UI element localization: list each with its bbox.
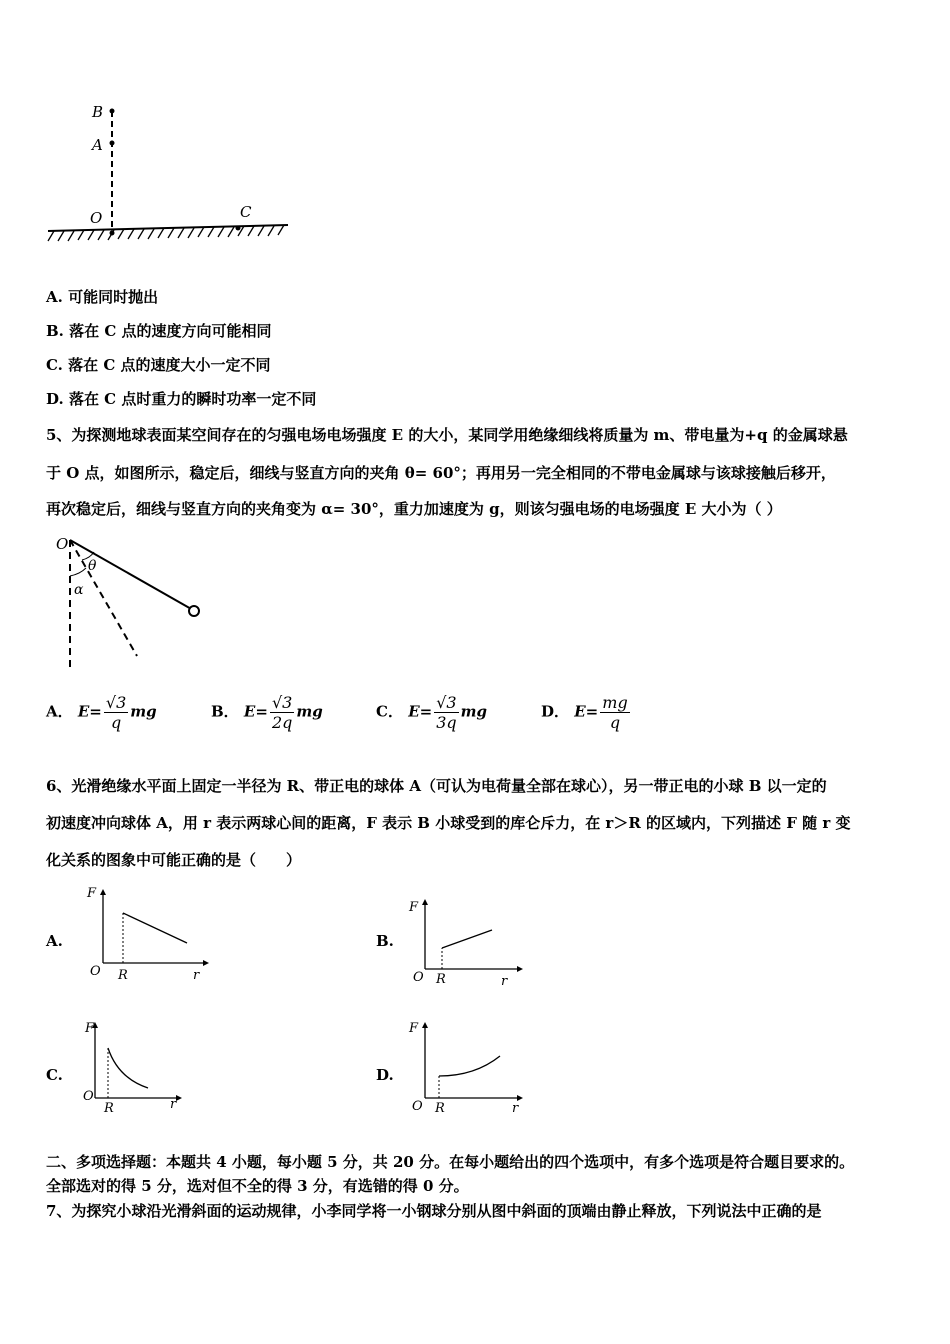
q5-line-1: 5、为探测地球表面某空间存在的匀强电场电场强度 E 的大小，某同学用绝缘细线将质量为 m、带电量为+q 的金属球悬 xyxy=(46,426,848,444)
label-O: O xyxy=(90,209,103,227)
graph-d-letter: D. xyxy=(376,1066,394,1084)
graph-b-r: r xyxy=(501,974,508,989)
graph-c-O: O xyxy=(83,1089,94,1104)
graph-c-F: F xyxy=(85,1021,95,1036)
label-alpha: α xyxy=(74,582,84,598)
graph-d xyxy=(405,1018,530,1118)
label-O-pivot: O xyxy=(56,535,69,553)
graph-b-O: O xyxy=(413,970,424,985)
label-A: A xyxy=(92,136,103,154)
graph-a-letter: A. xyxy=(46,932,63,950)
graph-d-r: r xyxy=(512,1101,519,1116)
q4-option-a: A. 可能同时抛出 xyxy=(46,288,159,306)
graph-a-r: r xyxy=(193,968,200,983)
q4-option-b: B. 落在 C 点的速度方向可能相同 xyxy=(46,322,272,340)
graph-a-O: O xyxy=(90,964,101,979)
section2-line-1: 二、多项选择题：本题共 4 小题，每小题 5 分，共 20 分。在每小题给出的四个选项中，有多个选项是符合题目要求的。 xyxy=(46,1153,855,1171)
graph-b-R: R xyxy=(436,972,446,987)
label-theta: θ xyxy=(88,558,97,574)
q5-option-d: D． E= $\frac{mg}{q}$ xyxy=(541,693,628,732)
graph-b xyxy=(405,895,530,990)
q5-option-a: A． E= $\frac{√3}{q}$ mg xyxy=(46,693,157,732)
section2-line-2: 全部选对的得 5 分，选对但不全的得 3 分，有选错的得 0 分。 xyxy=(46,1177,469,1195)
graph-b-letter: B. xyxy=(376,932,394,950)
q5-line-2: 于 O 点，如图所示，稳定后，细线与竖直方向的夹角 θ= 60°；再用另一完全相同的不带电金属球与该球接触后移开， xyxy=(46,464,836,482)
graph-c-R: R xyxy=(104,1101,114,1116)
q4-option-d: D. 落在 C 点时重力的瞬时功率一定不同 xyxy=(46,390,317,408)
figure-pendulum xyxy=(50,532,220,672)
graph-a-R: R xyxy=(118,968,128,983)
q6-line-3: 化关系的图象中可能正确的是（ ） xyxy=(46,851,302,869)
q4-option-c: C. 落在 C 点的速度大小一定不同 xyxy=(46,356,271,374)
q6-line-1: 6、光滑绝缘水平面上固定一半径为 R、带正电的球体 A（可认为电荷量全部在球心），另一带正电的小球 B 以一定的 xyxy=(46,777,827,795)
graph-b-F: F xyxy=(409,900,419,915)
graph-c xyxy=(80,1018,190,1118)
graph-c-r: r xyxy=(170,1097,177,1112)
q5-line-3: 再次稳定后，细线与竖直方向的夹角变为 α= 30°，重力加速度为 g，则该匀强电场的电场强度 E 大小为（ ） xyxy=(46,500,782,518)
graph-d-O: O xyxy=(412,1099,423,1114)
q5-option-c: C． E= $\frac{√3}{3q}$ mg xyxy=(376,693,487,732)
q7-line-1: 7、为探究小球沿光滑斜面的运动规律，小李同学将一小钢球分别从图中斜面的顶端由静止释放，下列说法中正确的是 xyxy=(46,1202,822,1220)
graph-d-R: R xyxy=(435,1101,445,1116)
graph-d-F: F xyxy=(409,1021,419,1036)
graph-c-letter: C. xyxy=(46,1066,63,1084)
label-B: B xyxy=(92,103,104,121)
label-C: C xyxy=(240,203,252,221)
graph-a xyxy=(85,885,210,985)
q5-option-b: B． E= $\frac{√3}{2q}$ mg xyxy=(211,693,323,732)
graph-a-F: F xyxy=(87,886,97,901)
q6-line-2: 初速度冲向球体 A，用 r 表示两球心间的距离，F 表示 B 小球受到的库仑斥力，在 r＞R 的区域内，下列描述 F 随 r 变 xyxy=(46,814,851,832)
figure-projectile xyxy=(40,95,300,255)
